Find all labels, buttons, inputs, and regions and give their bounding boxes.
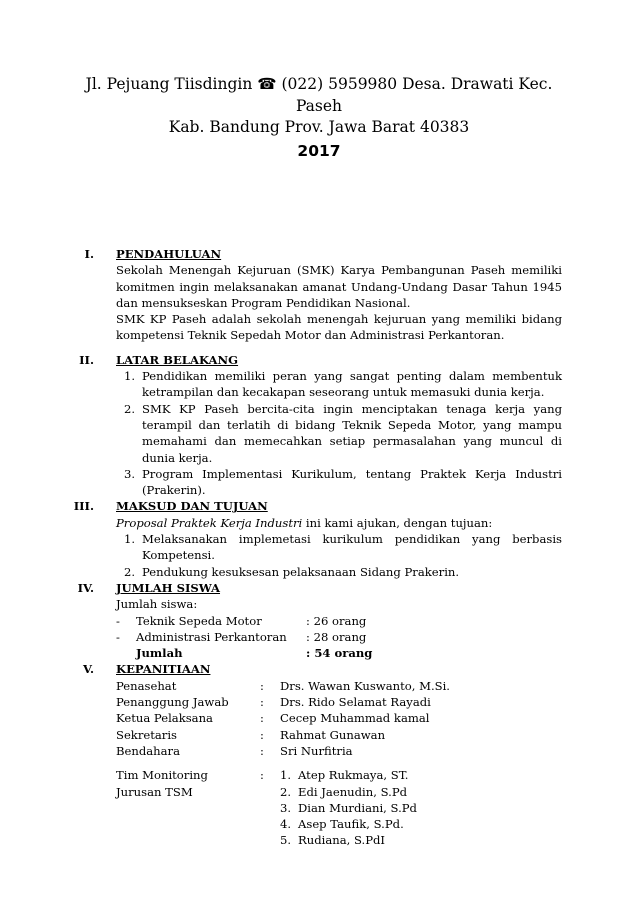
paragraph: SMK KP Paseh adalah sekolah menengah kejuruan yang memiliki bidang kompetensi Teknik Sepedah Motor dan Administrasi Perkantoran. <box>116 312 562 343</box>
list-number: 1. <box>124 532 136 547</box>
dash: - <box>116 613 120 628</box>
committee-name: Rahmat Gunawan <box>280 727 386 742</box>
member-name: Rudiana, S.PdI <box>298 833 386 848</box>
committee-row <box>116 694 562 710</box>
committee-name: Cecep Muhammad kamal <box>280 711 430 726</box>
list-number: 3. <box>280 800 292 815</box>
list-number: 1. <box>280 768 292 783</box>
committee-name: Drs. Wawan Kuswanto, M.Si. <box>280 678 450 693</box>
intro-rest: ini kami ajukan, dengan tujuan: <box>302 515 493 530</box>
list-number: 5. <box>280 833 292 848</box>
monitoring-member <box>280 800 417 816</box>
monitoring-member <box>280 832 417 848</box>
colon: : <box>260 727 264 742</box>
paragraph: Sekolah Menengah Kejuruan (SMK) Karya Pembangunan Paseh memiliki komitmen ingin melaksanakan amanat Undang-Undang Dasar Tahun 1945 dan mensukseskan Program Pendidikan Nasional. <box>116 263 562 310</box>
colon: : <box>260 695 264 710</box>
count-value: : 28 orang <box>306 629 367 644</box>
list-number: 1. <box>124 369 136 384</box>
section-number: II. <box>79 352 94 367</box>
student-count-row <box>116 613 562 629</box>
list-item <box>116 368 562 401</box>
list-number: 2. <box>280 784 292 799</box>
list-text: Pendukung kesuksesan pelaksanaan Sidang Prakerin. <box>142 564 460 579</box>
monitoring-member <box>280 767 417 783</box>
monitoring-member <box>280 816 417 832</box>
member-name: Edi Jaenudin, S.Pd <box>298 784 408 799</box>
committee-row <box>116 743 562 759</box>
intro-text <box>116 515 562 531</box>
document-year: 2017 <box>297 141 341 160</box>
numbered-list <box>116 531 562 580</box>
committee-role: Sekretaris <box>116 727 178 742</box>
monitoring-label-line: Tim Monitoring <box>116 768 208 783</box>
section-title: JUMLAH SISWA <box>116 580 221 595</box>
colon: : <box>260 711 264 726</box>
list-number: 4. <box>280 817 292 832</box>
section-title: LATAR BELAKANG <box>116 352 239 367</box>
monitoring-team <box>116 767 562 848</box>
intro-italic: Proposal Praktek Kerja Industri <box>116 515 303 530</box>
section-number: I. <box>84 247 94 261</box>
committee-row <box>116 727 562 743</box>
committee-role: Penanggung Jawab <box>116 695 229 710</box>
student-count-row <box>116 629 562 645</box>
list-item <box>116 531 562 564</box>
committee-name: Drs. Rido Selamat Rayadi <box>280 695 431 710</box>
address-line-3: Kab. Bandung Prov. Jawa Barat 40383 <box>168 118 470 136</box>
monitoring-label-line: Jurusan TSM <box>116 784 193 799</box>
section-title: PENDAHULUAN <box>116 247 222 261</box>
committee-role: Ketua Pelaksana <box>116 711 213 726</box>
section-latar-belakang <box>79 352 562 499</box>
section-number: III. <box>73 499 94 514</box>
member-name: Dian Murdiani, S.Pd <box>298 800 417 815</box>
committee-name: Sri Nurfitria <box>280 743 353 758</box>
document-body <box>0 246 638 849</box>
dash: - <box>116 629 120 644</box>
monitoring-member <box>280 784 417 800</box>
committee-role: Bendahara <box>116 743 181 758</box>
colon: : <box>260 743 264 758</box>
numbered-list <box>116 368 562 498</box>
list-number: 2. <box>124 564 136 579</box>
total-value: : 54 orang <box>306 646 373 661</box>
colon: : <box>260 678 264 693</box>
list-item <box>116 401 562 466</box>
committee-row <box>116 678 562 694</box>
monitoring-list <box>280 767 417 848</box>
list-item <box>116 466 562 499</box>
section-title: KEPANITIAAN <box>116 662 211 677</box>
list-number: 2. <box>124 401 136 416</box>
count-label: Teknik Sepeda Motor <box>136 613 262 628</box>
section-number: IV. <box>77 580 94 595</box>
committee-role: Penasehat <box>116 678 177 693</box>
list-item <box>116 564 562 580</box>
student-total-row <box>116 645 562 661</box>
document-header <box>0 74 638 162</box>
list-text: Program Implementasi Kurikulum, tentang Praktek Kerja Industri (Prakerin). <box>142 466 562 498</box>
total-label: Jumlah <box>136 646 183 661</box>
section-kepanitiaan <box>82 661 562 848</box>
section-title: MAKSUD DAN TUJUAN <box>116 499 268 514</box>
intro-text: Jumlah siswa: <box>116 597 198 612</box>
committee-row <box>116 710 562 726</box>
count-label: Administrasi Perkantoran <box>136 629 287 644</box>
section-jumlah-siswa <box>77 580 562 661</box>
member-name: Asep Taufik, S.Pd. <box>298 817 404 832</box>
list-text: Melaksanakan implemetasi kurikulum pendidikan yang berbasis Kompetensi. <box>142 532 562 563</box>
section-number: V. <box>82 662 94 677</box>
monitoring-label <box>116 767 260 848</box>
member-name: Atep Rukmaya, ST. <box>298 768 409 783</box>
address-line-2: Paseh <box>295 96 343 115</box>
count-value: : 26 orang <box>306 613 367 628</box>
list-text: SMK KP Paseh bercita-cita ingin menciptakan tenaga kerja yang terampil dan terlatih di bidang Teknik Sepeda Motor, yang mampu memahami dan memecahkan setiap permasalahan yang muncul di dunia kerja. <box>142 401 562 465</box>
list-number: 3. <box>124 466 136 481</box>
address-line-1: Jl. Pejuang Tiisdingin ☎ (022) 5959980 Desa. Drawati Kec. <box>85 75 553 93</box>
section-maksud-tujuan <box>73 498 562 579</box>
section-pendahuluan <box>84 246 562 344</box>
list-text: Pendidikan memiliki peran yang sangat penting dalam membentuk ketrampilan dan kecakapan seseorang untuk memasuki dunia kerja. <box>142 369 562 400</box>
colon: : <box>260 768 264 783</box>
